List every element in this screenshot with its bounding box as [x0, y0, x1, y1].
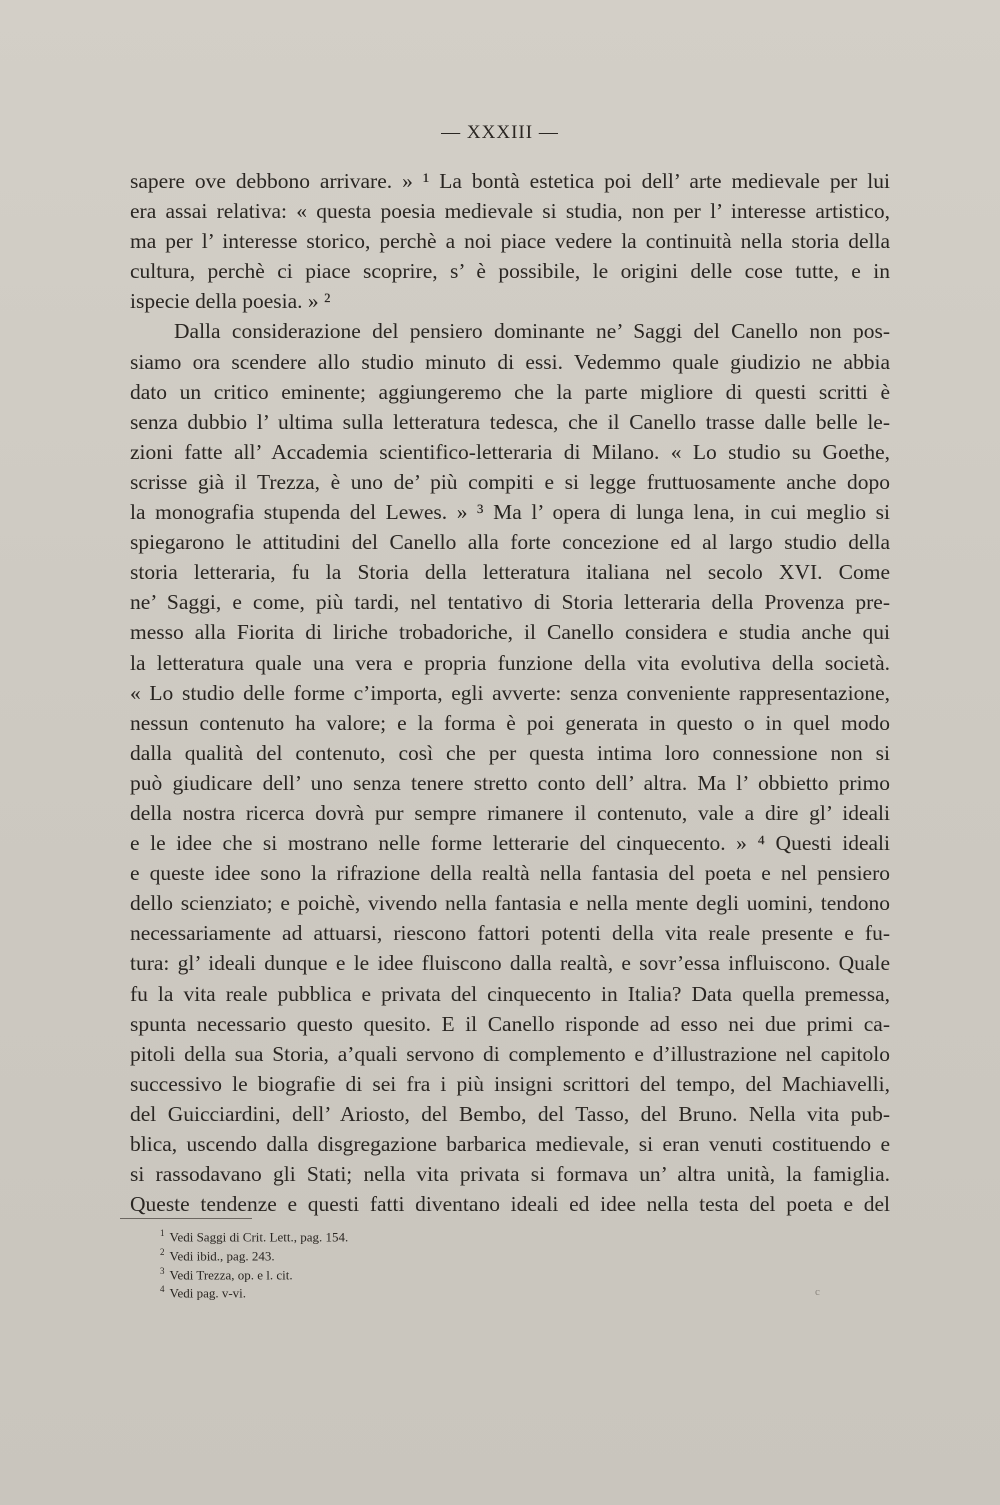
text-line: spiegarono le attitudini del Canello alla forte concezione ed al largo studio della	[130, 530, 890, 555]
text-line: dato un critico eminente; aggiungeremo che la parte migliore di questi scritti è	[130, 379, 890, 404]
text-line: tura: gl’ ideali dunque e le idee fluiscono dalla realtà, e sovr’essa influiscono. Quale	[130, 951, 890, 976]
text-line: zioni fatte all’ Accademia scientifico-letteraria di Milano. « Lo studio su Goethe,	[130, 439, 890, 464]
text-line: blica, uscendo dalla disgregazione barbarica medievale, si eran venuti costituendo e	[130, 1132, 890, 1156]
footnote-text: Vedi Saggi di Crit. Lett., pag. 154.	[169, 1229, 349, 1245]
text-line: pitoli della sua Storia, a’quali servono di complemento e d’illustrazione nel capitolo	[130, 1041, 890, 1066]
footnote-text: Vedi ibid., pag. 243.	[169, 1248, 275, 1264]
footnote-number: 4	[160, 1284, 165, 1295]
text-line: si rassodavano gli Stati; nella vita privata si formava un’ altra unità, la famiglia.	[130, 1162, 890, 1187]
main-text-block	[130, 166, 890, 1219]
footnote-divider	[120, 1218, 252, 1219]
text-line: storia letteraria, fu la Storia della letteratura italiana nel secolo XVI. Come	[130, 560, 890, 585]
text-line: ispecie della poesia. » ²	[130, 289, 331, 314]
paragraph-start-line: Dalla considerazione del pensiero dominante ne’ Saggi del Canello non pos-	[174, 319, 890, 344]
text-line: nessun contenuto ha valore; e la forma è poi generata in questo o in quel modo	[130, 710, 890, 735]
text-line: sapere ove debbono arrivare. » ¹ La bontà estetica poi dell’ arte medievale per lui	[130, 169, 890, 193]
text-line: cultura, perchè ci piace scoprire, s’ è possibile, le origini delle cose tutte, e in	[130, 259, 890, 284]
footnote	[160, 1282, 560, 1301]
footnote-number: 2	[160, 1246, 165, 1257]
text-line: « Lo studio delle forme c’importa, egli avverte: senza conveniente rappresentazione,	[130, 680, 890, 705]
text-line: spunta necessario questo quesito. E il Canello risponde ad esso nei due primi ca-	[130, 1011, 890, 1036]
text-line: la letteratura quale una vera e propria funzione della vita evolutiva della società.	[130, 650, 890, 675]
footnote-text: Vedi pag. v-vi.	[169, 1285, 247, 1301]
text-line: la monografia stupenda del Lewes. » ³ Ma l’ opera di lunga lena, in cui meglio si	[130, 500, 890, 525]
footnote	[160, 1226, 560, 1245]
text-line: e queste idee sono la rifrazione della realtà nella fantasia del poeta e nel pensiero	[130, 861, 890, 886]
footnote-number: 3	[160, 1265, 165, 1276]
text-line: era assai relativa: « questa poesia medievale si studia, non per l’ interesse artistico,	[130, 199, 890, 224]
footnotes	[160, 1226, 560, 1301]
text-line: del Guicciardini, dell’ Ariosto, del Bembo, del Tasso, del Bruno. Nella vita pub-	[130, 1101, 890, 1126]
text-line: dello scienziato; e poichè, vivendo nella fantasia e nella mente degli uomini, tendono	[130, 891, 890, 916]
corner-mark: c	[815, 1286, 820, 1298]
text-line: ma per l’ interesse storico, perchè a noi piace vedere la continuità nella storia della	[130, 229, 890, 254]
text-line: necessariamente ad attuarsi, riescono fattori potenti della vita reale presente e fu-	[130, 921, 890, 946]
text-line: senza dubbio l’ ultima sulla letteratura tedesca, che il Canello trasse dalle belle le-	[130, 409, 890, 434]
text-line: dalla qualità del contenuto, così che per questa intima loro connessione non si	[130, 740, 890, 765]
text-line: e le idee che si mostrano nelle forme letterarie del cinquecento. » ⁴ Questi ideali	[130, 831, 890, 856]
text-line: successivo le biografie di sei fra i più insigni scrittori del tempo, del Machiavelli,	[130, 1071, 890, 1096]
text-line: può giudicare dell’ uno senza tenere stretto conto dell’ altra. Ma l’ obbietto primo	[130, 770, 890, 795]
text-line: messo alla Fiorita di liriche trobadoriche, il Canello considera e studia anche qui	[130, 620, 890, 645]
footnote-text: Vedi Trezza, op. e l. cit.	[169, 1266, 293, 1282]
text-line: Queste tendenze e questi fatti diventano ideali ed idee nella testa del poeta e del	[130, 1192, 890, 1217]
footnote-number: 1	[160, 1228, 165, 1238]
text-line: fu la vita reale pubblica e privata del cinquecento in Italia? Data quella premessa,	[130, 981, 890, 1006]
footnote	[160, 1264, 560, 1283]
footnote	[160, 1245, 560, 1264]
text-line: siamo ora scendere allo studio minuto di essi. Vedemmo quale giudizio ne abbia	[130, 349, 890, 374]
page-number-header: — XXXIII —	[441, 122, 559, 143]
text-line: scrisse già il Trezza, è uno de’ più compiti e si legge fruttuosamente anche dopo	[130, 469, 890, 494]
text-line: della nostra ricerca dovrà pur sempre rimanere il contenuto, vale a dire gl’ ideali	[130, 800, 890, 825]
text-line: ne’ Saggi, e come, più tardi, nel tentativo di Storia letteraria della Provenza pre-	[130, 590, 890, 615]
